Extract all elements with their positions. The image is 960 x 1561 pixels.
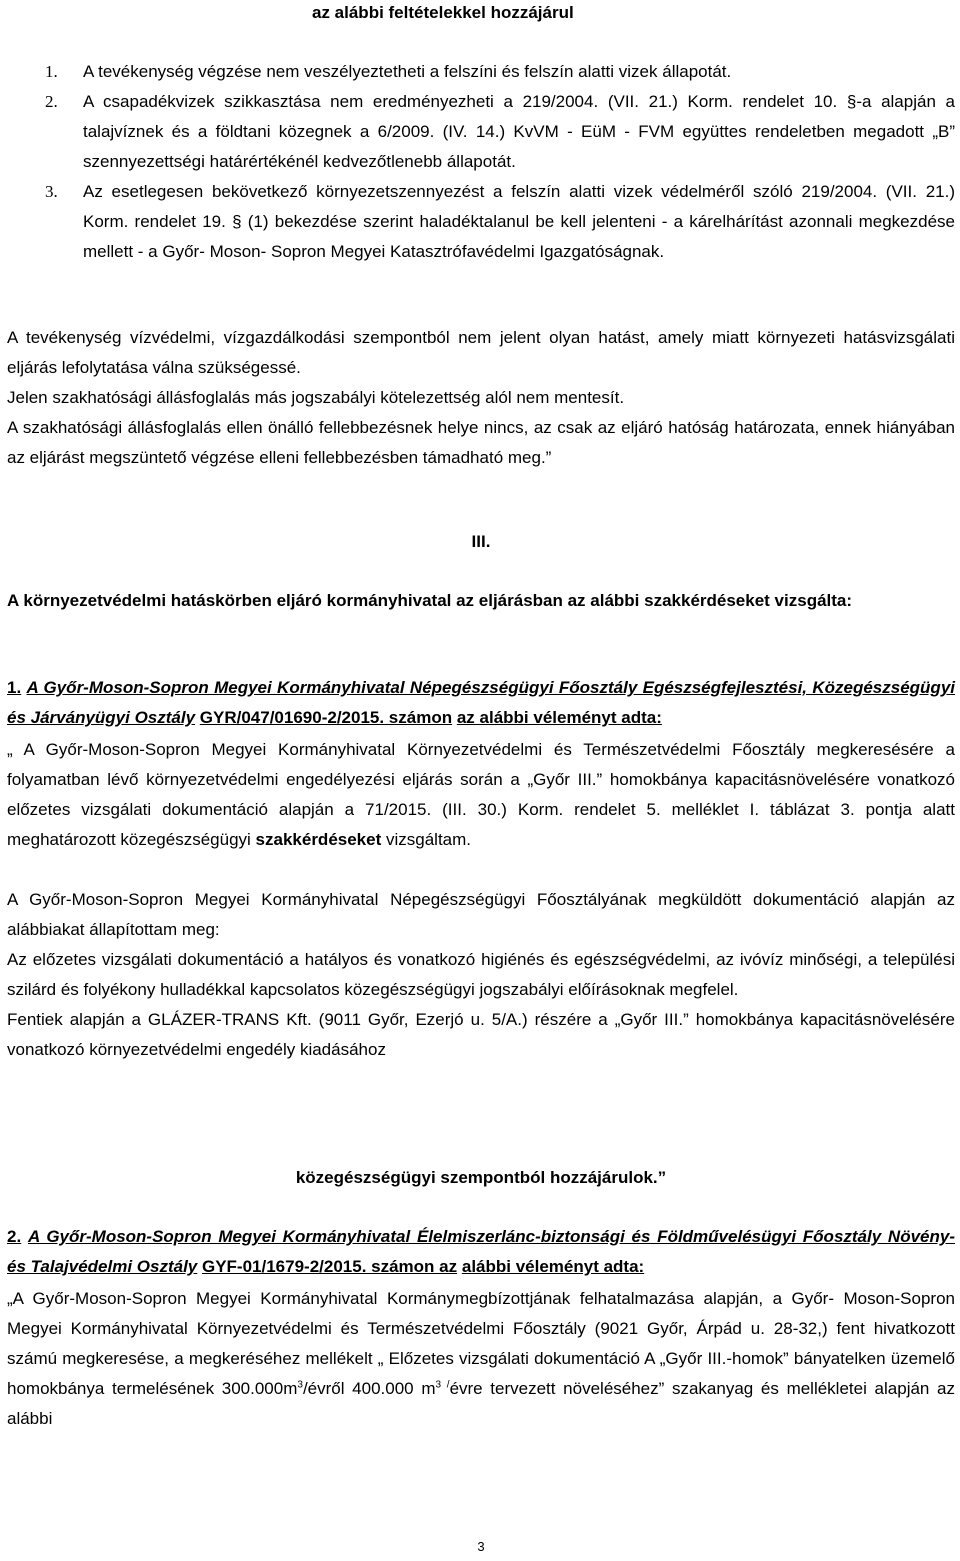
opinion-2-sup-a: 3 bbox=[297, 1379, 303, 1391]
opinion-1-heading bbox=[7, 673, 955, 733]
appeal-paragraph: A szakhatósági állásfoglalás ellen önálló fellebbezésnek helye nincs, az csak az eljáró hatóság határozata, ennek hiányában az eljárást megszüntető végzése elleni fellebbezésben támadható meg.” bbox=[7, 418, 955, 467]
opinion-1-para2: A Győr-Moson-Sopron Megyei Kormányhivatal Népegészségügyi Főosztályának megküldött dokumentáció alapján az alábbiakat állapítottam meg: bbox=[7, 890, 955, 939]
list-number: 3. bbox=[45, 182, 58, 201]
opinion-2-reference: GYF-01/1679-2/2015. számon az bbox=[201, 1257, 458, 1276]
opinion-1-tail: az alábbi véleményt adta: bbox=[456, 708, 662, 727]
list-number: 1. bbox=[45, 62, 58, 81]
opinion-2-heading bbox=[7, 1222, 955, 1282]
exempt-paragraph: Jelen szakhatósági állásfoglalás más jogszabályi kötelezettség alól nem mentesít. bbox=[7, 388, 625, 407]
opinion-2-number: 2. bbox=[7, 1227, 22, 1246]
opinion-2-tail: alábbi véleményt adta: bbox=[461, 1257, 645, 1276]
opinion-1 bbox=[7, 673, 955, 1065]
opinion-2-quote-a: „A Győr-Moson-Sopron Megyei Kormányhivatal Kormánymegbízottjának felhatalmazása alapján, a Győr- Moson-Sopron Megyei Kormányhivatal Környezetvédelmi és Természetvédelmi Főosztály (9021 Győr, Árpád u. 28-32,) fent hivatkozott számú megkeresése, a megkeréséhez mellékelt „ Előzetes vizsgálati dokumentáció A „Győr III.-homok” bányatelken üzemelő homokbánya termelésének 300.000m bbox=[7, 1289, 955, 1398]
list-item-text: Az esetlegesen bekövetkező környezetszennyezést a felszín alatti vizek védelméről szóló 219/2004. (VII. 21.) Korm. rendelet 19. § (1) bekezdése szerint haladéktalanul be kell jelenteni - a kárelhárítást azonnali megkezdése mellett - a Győr- Moson- Sopron Megyei Katasztrófavédelmi Igazgatóságnak. bbox=[83, 182, 955, 261]
opinion-1-bold-word: szakkérdéseket bbox=[255, 830, 382, 849]
opinion-1-reference: GYR/047/01690-2/2015. számon bbox=[199, 708, 453, 727]
section-number: III. bbox=[471, 532, 491, 551]
list-item bbox=[41, 87, 955, 177]
opinion-1-quote-end: vizsgáltam. bbox=[386, 830, 472, 849]
opinion-2-authority: A Győr-Moson-Sopron Megyei Kormányhivatal Élelmiszerlánc-biztonsági és Földművelésügyi Főosztály Növény-és Talajvédelmi Osztály bbox=[7, 1227, 955, 1276]
opinion-1-number: 1. bbox=[7, 678, 22, 697]
list-item bbox=[41, 57, 955, 87]
opinion-2-sup-b: 3 / bbox=[435, 1379, 450, 1391]
condition-header: az alábbi feltételekkel hozzájárul bbox=[312, 3, 574, 22]
page-number: 3 bbox=[477, 1539, 485, 1554]
list-number: 2. bbox=[45, 92, 58, 111]
opinion-1-authority: A Győr-Moson-Sopron Megyei Kormányhivatal Népegészségügyi Főosztály Egészségfejlesztési, Közegészségügyi és Járványügyi Osztály bbox=[7, 678, 955, 727]
impact-paragraph: A tevékenység vízvédelmi, vízgazdálkodási szempontból nem jelent olyan hatást, amely miatt környezeti hatásvizsgálati eljárás lefolytatása válna szükségessé. bbox=[7, 328, 955, 377]
opinion-2-quote bbox=[7, 1284, 955, 1434]
impact-block bbox=[7, 323, 955, 473]
opinion-2 bbox=[7, 1222, 955, 1434]
opinion-1-para3: Az előzetes vizsgálati dokumentáció a hatályos és vonatkozó higiénés és egészségvédelmi, az ivóvíz minőségi, a települési szilárd és folyékony hulladékkal kapcsolatos közegészségügyi jogszabályi előírásoknak megfelel. bbox=[7, 950, 955, 999]
opinion-1-quote-text: „ A Győr-Moson-Sopron Megyei Kormányhivatal Környezetvédelmi és Természetvédelmi Főosztály megkeresésére a folyamatban lévő környezetvédelmi engedélyezési eljárás során a „Győr III.” homokbánya kapacitásnövelésére vonatkozó előzetes vizsgálati dokumentáció alapján a 71/2015. (III. 30.) Korm. rendelet 5. melléklet I. táblázat 3. pontja alatt meghatározott közegészségügyi bbox=[7, 740, 955, 849]
opinion-1-para4: Fentiek alapján a GLÁZER-TRANS Kft. (9011 Győr, Ezerjó u. 5/A.) részére a „Győr III.” homokbánya kapacitásnövelésére vonatkozó környezetvédelmi engedély kiadásához bbox=[7, 1010, 955, 1059]
list-item-text: A csapadékvizek szikkasztása nem eredményezheti a 219/2004. (VII. 21.) Korm. rendelet 10. §-a alapján a talajvíznek és a földtani közegnek a 6/2009. (IV. 14.) KvVM - EüM - FVM együttes rendeletben megadott „B” szennyezettségi határértékénél kedvezőtlenebb állapotát. bbox=[83, 92, 955, 171]
opinion-2-quote-b: /évről 400.000 m bbox=[302, 1379, 436, 1398]
opinion-1-consent: közegészségügyi szempontból hozzájárulok.” bbox=[295, 1168, 667, 1187]
section-intro-block bbox=[7, 586, 955, 616]
section-intro: A környezetvédelmi hatáskörben eljáró kormányhivatal az eljárásban az alábbi szakkérdéseket vizsgálta: bbox=[7, 591, 853, 610]
list-item-text: A tevékenység végzése nem veszélyeztetheti a felszíni és felszín alatti vizek állapotát. bbox=[83, 62, 732, 81]
opinion-1-quote bbox=[7, 735, 955, 855]
conditions-list bbox=[41, 57, 955, 267]
opinion-2-quote-c: évre tervezett növeléséhez” szakanyag és mellékletei alapján az alábbi bbox=[7, 1379, 956, 1428]
list-item bbox=[41, 177, 955, 267]
